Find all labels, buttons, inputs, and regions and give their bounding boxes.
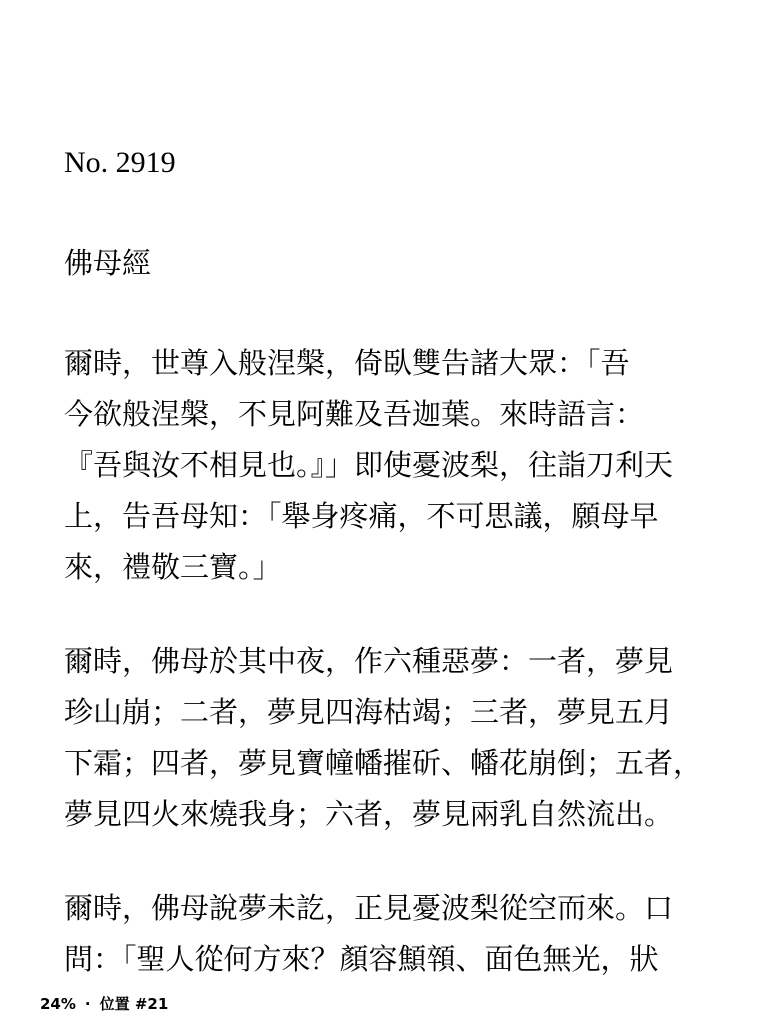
text-line: 上，告吾母知：「舉身疼痛，不可思議，願母早 [64, 499, 659, 533]
paragraph-3 [64, 883, 714, 985]
document-title: 佛母經 [64, 246, 152, 280]
document-content [64, 140, 714, 990]
paragraph-2 [64, 636, 714, 840]
text-line: 今欲般涅槃，不見阿難及吾迦葉。來時語言： [64, 397, 645, 431]
text-line: 下霜；四者，夢見寶幢幡摧斫、幡花崩倒；五者， [64, 746, 703, 780]
text-line: 珍山崩；二者，夢見四海枯竭；三者，夢見五月 [64, 695, 674, 729]
text-line: 夢見四火來燒我身；六者，夢見兩乳自然流出。 [64, 797, 674, 831]
text-line: 來，禮敬三寶。」 [64, 550, 282, 584]
paragraph-1 [64, 338, 714, 593]
reading-status-bar [40, 992, 168, 1016]
text-line: 爾時，佛母於其中夜，作六種惡夢：一者，夢見 [64, 644, 674, 678]
text-line: 爾時，世尊入般涅槃，倚臥雙告諸大眾：「吾 [64, 346, 630, 380]
text-line: 『吾與汝不相見也。』」即使憂波梨，往詣刀利天 [64, 448, 674, 482]
reading-progress: 24% [40, 995, 76, 1013]
status-separator: · [84, 995, 91, 1013]
reading-location: 位置 #21 [99, 995, 169, 1013]
text-line: 爾時，佛母說夢未訖，正見憂波梨從空而來。口 [64, 891, 674, 925]
text-line: 問：「聖人從何方來？顏容顦顇、面色無光，狀 [64, 942, 659, 976]
document-number: No. 2919 [64, 146, 176, 179]
